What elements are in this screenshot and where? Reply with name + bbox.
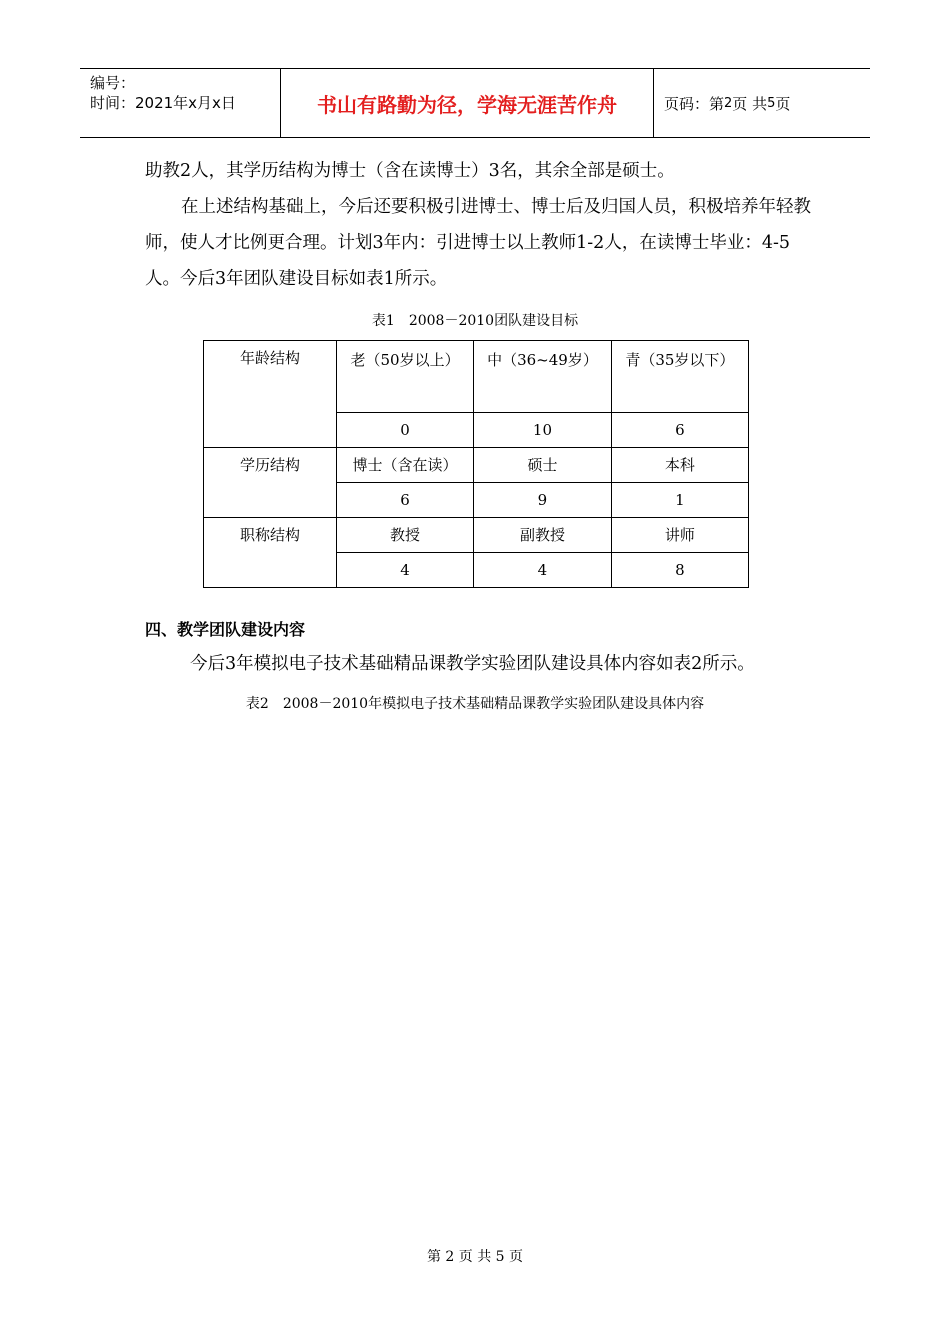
team-goal-table (203, 340, 749, 588)
table-row (204, 448, 749, 483)
page-header (80, 68, 870, 138)
table-cell: 硕士 (474, 448, 612, 483)
table-cell: 0 (336, 413, 473, 448)
page-info-mid: 页 共 (732, 94, 768, 113)
page-info-suffix: 页 (775, 94, 791, 113)
table-cell: 9 (474, 483, 612, 518)
page-info-prefix: 页码：第 (664, 94, 725, 113)
table-cell: 10 (474, 413, 612, 448)
row-label-age: 年龄结构 (204, 341, 337, 448)
table2-caption: 表2 2008－2010年模拟电子技术基础精品课教学实验团队建设具体内容 (245, 696, 705, 712)
header-page-info (654, 69, 870, 137)
table-cell: 4 (336, 553, 473, 588)
table-cell: 博士（含在读） (336, 448, 473, 483)
body-paragraph-2: 在上述结构基础上，今后还要积极引进博士、博士后及归国人员，积极培养年轻教师，使人才比例更合理。计划3年内：引进博士以上教师1-2人，在读博士毕业：4-5人。今后3年团队建设目标如表1所示。 (145, 197, 811, 289)
table-cell: 讲师 (611, 518, 748, 553)
section-heading: 四、教学团队建设内容 (145, 620, 306, 639)
table-cell: 6 (336, 483, 473, 518)
table-cell: 中（36~49岁） (474, 341, 612, 413)
header-meta (80, 69, 281, 137)
table-cell: 4 (474, 553, 612, 588)
table-cell: 6 (611, 413, 748, 448)
page-footer: 第 2 页 共 5 页 (426, 1249, 524, 1265)
table-row (204, 341, 749, 413)
table-cell: 老（50岁以上） (336, 341, 473, 413)
table-cell: 8 (611, 553, 748, 588)
table-cell: 教授 (336, 518, 473, 553)
page-total: 5 (767, 95, 776, 111)
row-label-education: 学历结构 (204, 448, 337, 518)
page-current: 2 (724, 95, 733, 111)
table-cell: 本科 (611, 448, 748, 483)
doc-number-label: 编号： (90, 74, 136, 92)
doc-date-label: 时间：2021年x月x日 (90, 94, 236, 112)
row-label-title: 职称结构 (204, 518, 337, 588)
table-cell: 青（35岁以下） (611, 341, 748, 413)
table-cell: 1 (611, 483, 748, 518)
table-row (204, 518, 749, 553)
header-motto: 书山有路勤为径，学海无涯苦作舟 (281, 69, 654, 137)
table-cell: 副教授 (474, 518, 612, 553)
body-line-1: 助教2人，其学历结构为博士（含在读博士）3名，其余全部是硕士。 (145, 161, 675, 181)
table1-caption: 表1 2008－2010团队建设目标 (371, 313, 579, 329)
body-paragraph-3: 今后3年模拟电子技术基础精品课教学实验团队建设具体内容如表2所示。 (190, 654, 755, 674)
